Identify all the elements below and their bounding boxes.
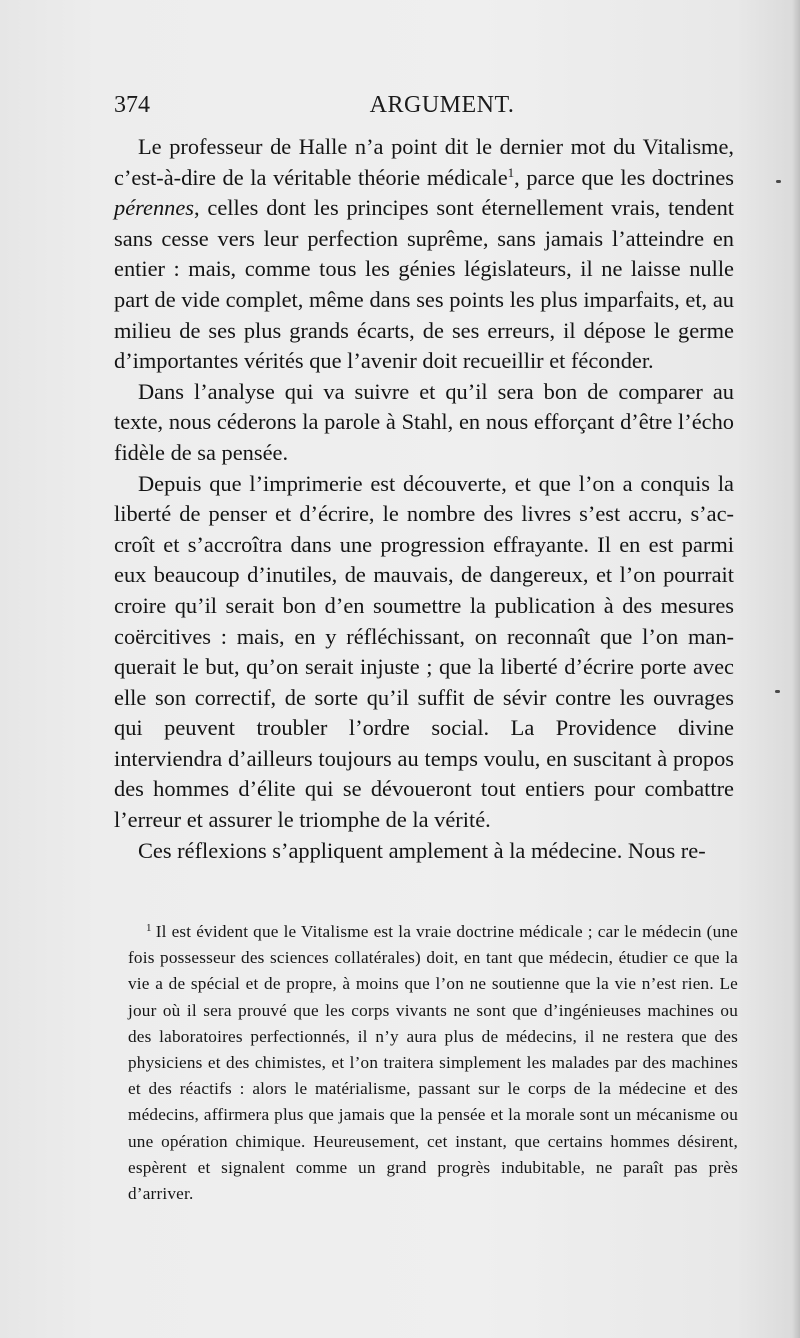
ink-speck	[776, 180, 781, 183]
footnote-1	[128, 919, 738, 1207]
footnote-text: Il est évident que le Vitalisme est la vraie doctrine médicale ; car le médecin (une fois possesseur des sciences collatérales) doit, en tant que médecin, étudier ce que la vie a de spécial et de propre, à moins que l’on ne soutienne que la vie n’est rien. Le jour où il sera prouvé que les corps vivants ne sont que d’ingénieuses machines ou des laboratoires perfectionnés, il n’y aura plus de médecins, il ne restera que des physiciens et des chimistes, et l’on traitera simplement les malades par des machines et des réactifs : alors le matérialisme, passant sur le corps de la médecine et des médecins, affirmera plus que jamais que la pensée et la morale sont un mécanisme ou une opération chimique. Heureusement, cet instant, que certains hommes désirent, espèrent et signalent comme un grand progrès indubitable, ne paraît pas près d’arriver.	[128, 922, 738, 1204]
main-text	[114, 132, 734, 866]
footnote-reference: 1	[507, 164, 515, 180]
paragraph-1-text-b: , parce que les doctrines	[514, 164, 734, 190]
italic-word: pérennes	[114, 195, 194, 221]
paragraph-1-text-c: , celles dont les principes sont éternellement vrais, tendent sans cesse vers leur perfection suprême, sans jamais l’atteindre en entier : mais, comme tous les génies législateurs, il ne laisse nulle part de vide complet, même dans ses points les plus imparfaits, et, au milieu de ses plus grands écarts, de ses erreurs, il dépose le germe d’importantes vérités que l’avenir doit recueillir et féconder.	[114, 195, 734, 374]
paragraph-1	[114, 132, 734, 377]
paragraph-1-text-a: Le professeur de Halle n’a point dit le dernier mot du Vitalisme, c’est-à-dire de la véritable théorie médicale	[114, 134, 734, 190]
ink-speck	[775, 690, 780, 693]
running-head: ARGUMENT.	[369, 92, 515, 118]
footnote-area	[128, 919, 738, 1207]
footnote-marker: 1	[146, 922, 152, 934]
paragraph-3: Depuis que l’imprimerie est découverte, et que l’on a conquis la liberté de penser et d’écrire, le nombre des livres s’est accru, s’accroît et s’accroîtra dans une progression effrayante. Il en est parmi eux beaucoup d’inutiles, de mauvais, de dangereux, et l’on pourrait croire qu’il serait bon d’en soumettre la publication à des mesures coërcitives : mais, en y réfléchissant, on reconnaît que l’on manquerait le but, qu’on serait injuste ; que la liberté d’écrire porte avec elle son correctif, de sorte qu’il suffit de sévir contre les ouvrages qui peuvent troubler l’ordre social. La Providence divine interviendra d’ailleurs toujours au temps voulu, en suscitant à propos des hommes d’élite qui se dévoueront tout entiers pour combattre l’erreur et assurer le triomphe de la vérité.	[114, 470, 734, 833]
paragraph-4: Ces réflexions s’appliquent amplement à la médecine. Nous re-	[138, 837, 706, 863]
paragraph-2: Dans l’analyse qui va suivre et qu’il sera bon de comparer au texte, nous céderons la parole à Stahl, en nous efforçant d’être l’écho fidèle de sa pensée.	[114, 378, 734, 465]
page-edge-shadow	[792, 0, 800, 1338]
page-number: 374	[114, 92, 150, 118]
page-header	[112, 92, 736, 126]
